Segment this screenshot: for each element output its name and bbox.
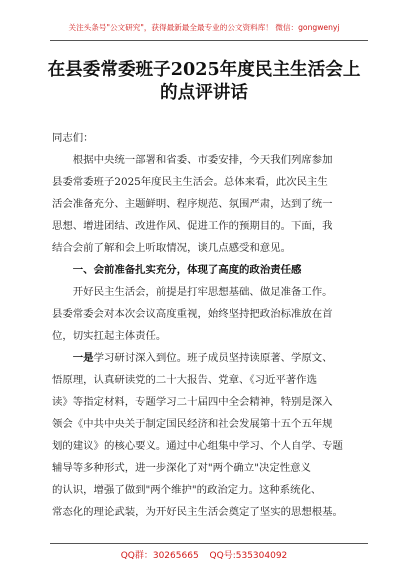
header-divider (50, 40, 368, 41)
section-heading-1: 一、会前准备扎实充分，体现了高度的政治责任感 (72, 264, 302, 276)
footer-divider (50, 543, 368, 544)
paragraph-line: 读》等指定材料，专题学习二十届四中全会精神，特别是深入 (52, 396, 333, 408)
page-footer (30, 548, 378, 561)
title-line-1: 在县委常委班子2025年度民主生活会上 (47, 59, 361, 80)
point-text: 学习研讨深入到位。班子成员坚持读原著、学原文、 (93, 352, 333, 364)
page-header-banner: 关注头条号"公文研究"，获得最新最全最专业的公文资料库！ 微信：gongwenyj (68, 23, 340, 32)
paragraph-line: 悟原理，认真研读党的二十大报告、党章、《习近平著作选 (52, 374, 317, 386)
paragraph-line: 划的建议》的核心要义。通过中心组集中学习、个人自学、专题 (52, 440, 343, 452)
salutation: 同志们： (52, 132, 94, 144)
paragraph-intro (52, 149, 358, 259)
paragraph-line: 领会《中共中央关于制定国民经济和社会发展第十五个五年规 (52, 418, 333, 430)
paragraph-line: 思想、增进团结、改进作风、促进工作的预期目的。下面，我 (52, 220, 333, 232)
paragraph-preparation (52, 281, 358, 347)
paragraph-line: 县委常委会对本次会议高度重视，始终坚持把政治标准放在首 (52, 308, 333, 320)
document-body (52, 127, 358, 523)
document-title (30, 58, 378, 104)
paragraph-line: 的认识，增强了做到"两个维护"的政治定力。这种系统化、 (52, 484, 322, 496)
paragraph-line: 常态化的理论武装，为开好民主生活会奠定了坚实的思想根基。 (52, 506, 343, 518)
paragraph-line: 根据中央统一部署和省委、市委安排，今天我们列席参加 (72, 154, 333, 166)
paragraph-line: 县委常委班子2025年度民主生活会。总体来看，此次民主生 (52, 176, 328, 188)
paragraph-line-first (52, 347, 358, 369)
paragraph-line: 开好民主生活会，前提是打牢思想基础、做足准备工作。 (72, 286, 333, 298)
paragraph-line: 辅导等多种形式，进一步深化了对"两个确立"决定性意义 (52, 462, 311, 474)
footer-qq-group: QQ群：30265665 (120, 551, 199, 561)
title-line-2: 的点评讲话 (160, 82, 248, 103)
paragraph-line: 位，切实扛起主体责任。 (52, 330, 167, 342)
paragraph-study (52, 347, 358, 523)
paragraph-line: 结合会前了解和会上听取情况，谈几点感受和意见。 (52, 242, 291, 254)
point-lead: 一是 (72, 352, 94, 364)
footer-qq-number: QQ号:535304092 (209, 551, 288, 561)
paragraph-line: 活会准备充分、主题鲜明、程序规范、氛围严肃，达到了统一 (52, 198, 333, 210)
